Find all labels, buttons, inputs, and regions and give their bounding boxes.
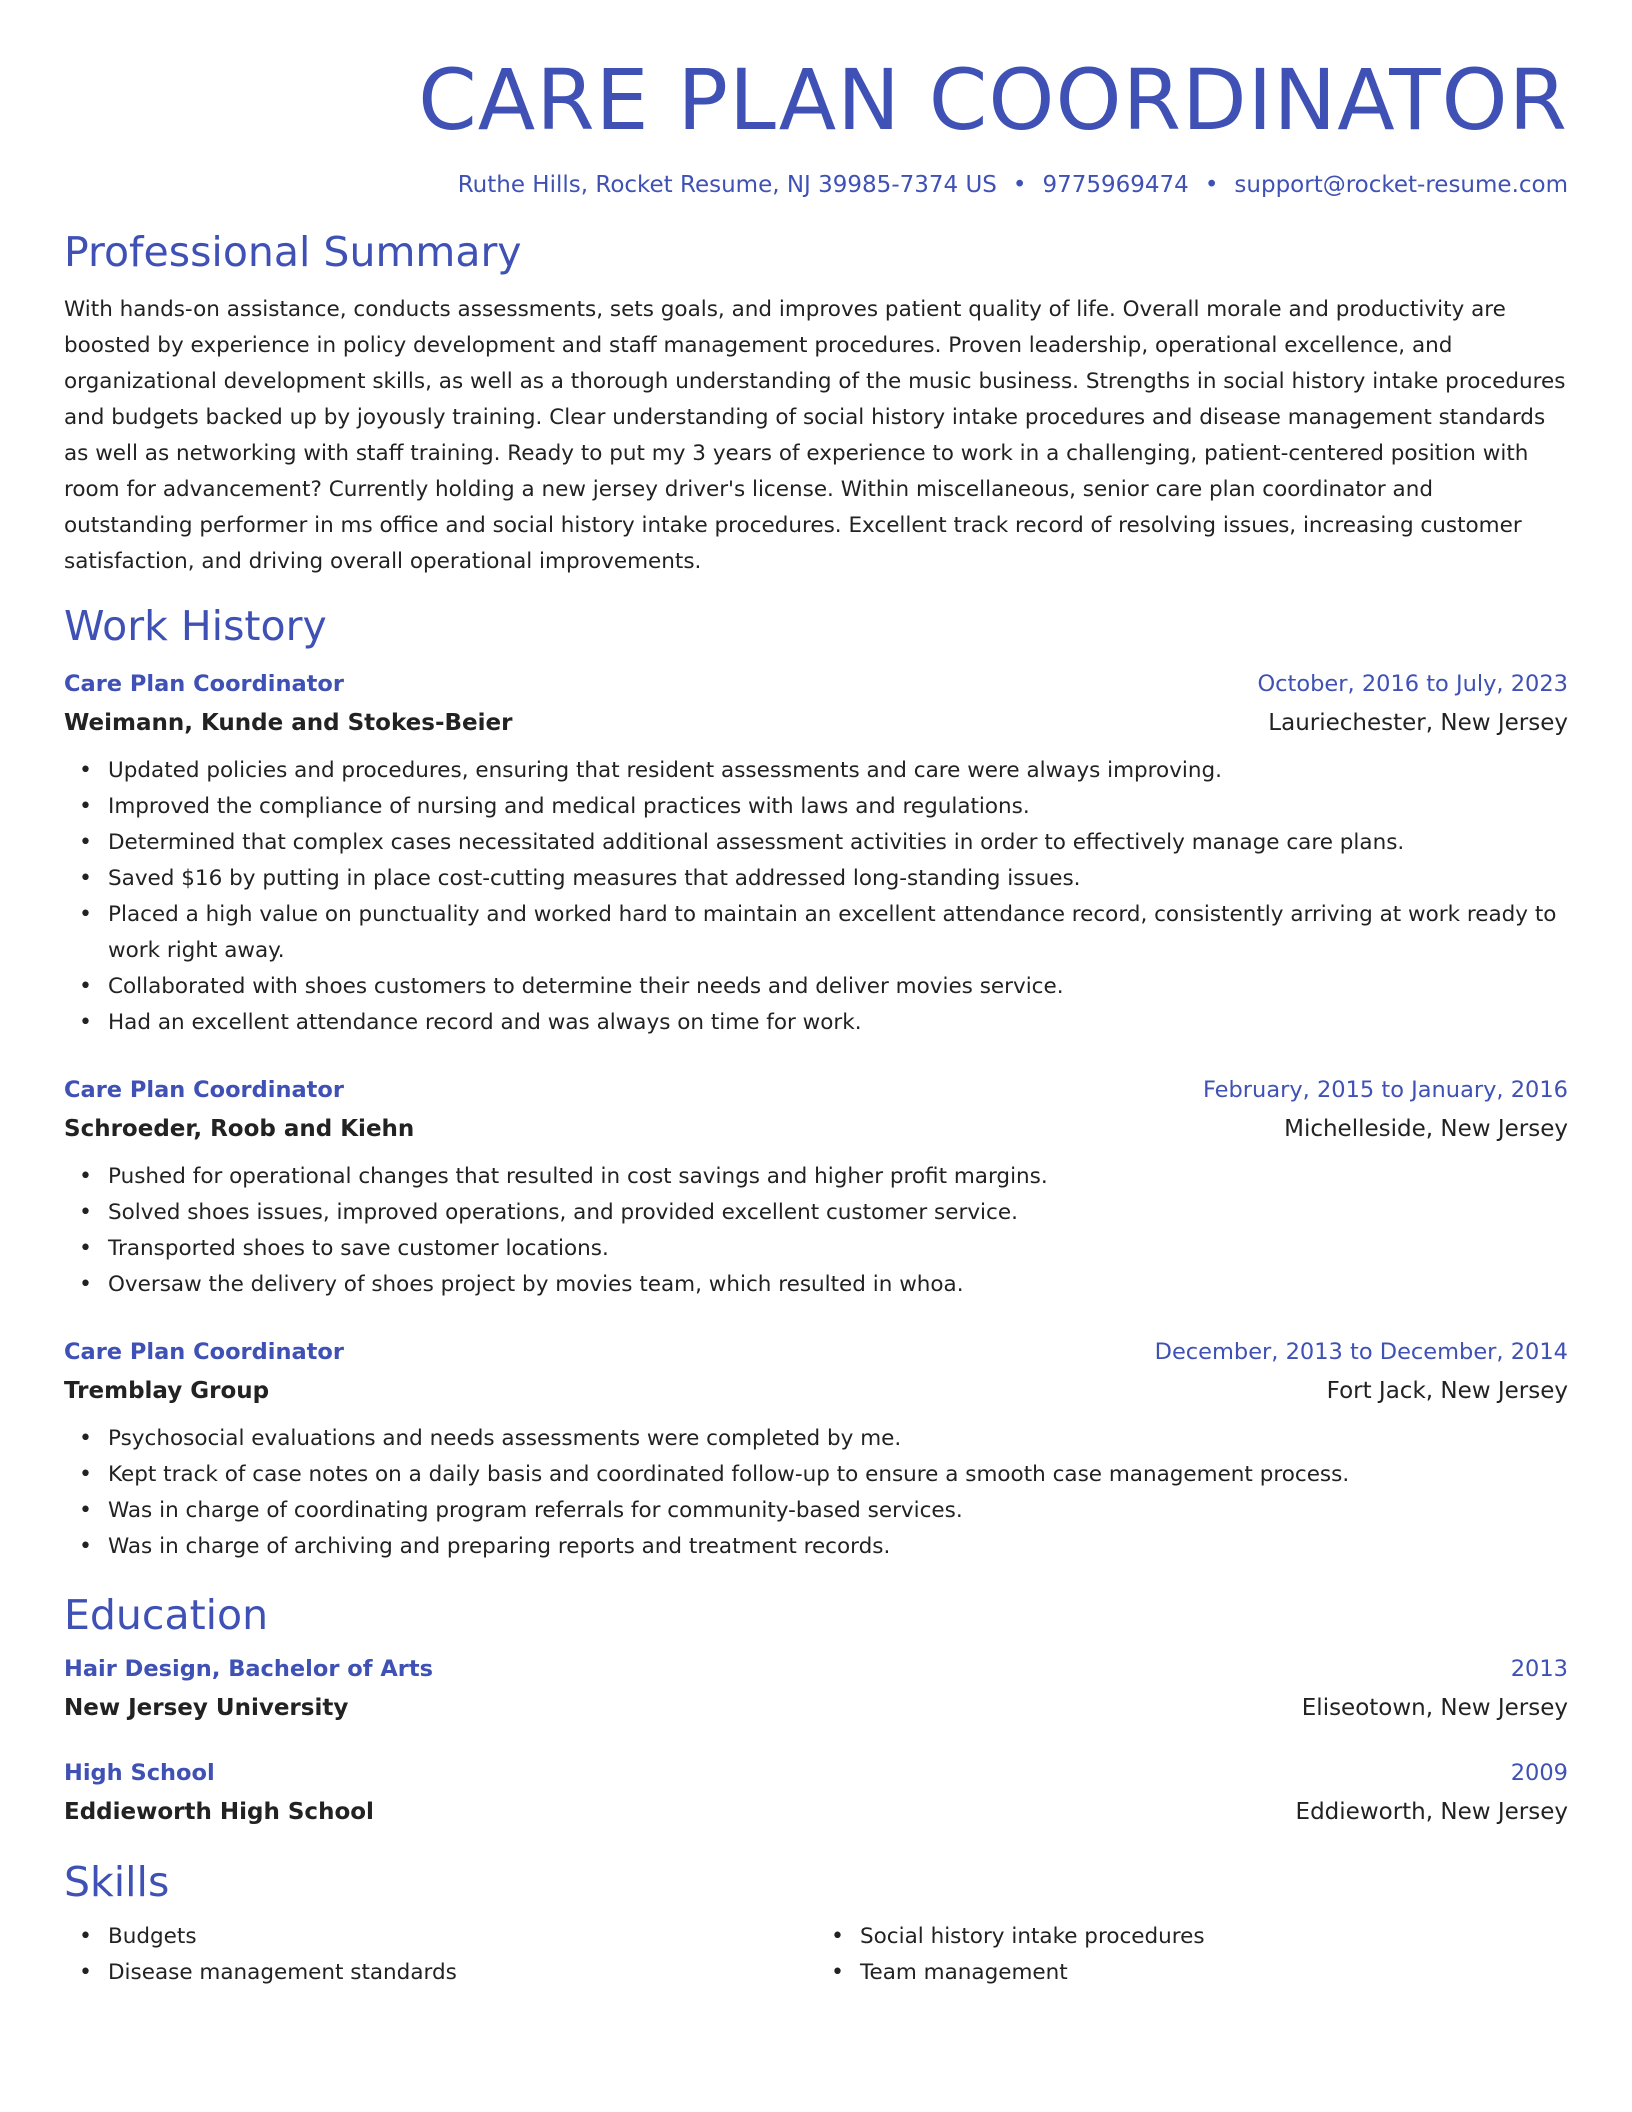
section-title-skills: Skills [64,1858,170,1907]
job-bullet: • Saved $16 by putting in place cost-cutting measures that addressed long-standing issues. [64,861,1568,897]
resume-header [64,0,1568,200]
contact-address: Ruthe Hills, Rocket Resume, NJ 39985-7374 US [457,171,997,198]
contact-separator: • [1012,171,1027,198]
education-header-row [64,1650,1568,1688]
contact-separator: • [1204,171,1219,198]
job-bullets [64,1421,1568,1565]
job-company-row [64,1109,1568,1149]
skills-column-left [64,1919,816,1991]
education-section [64,1591,1568,1832]
education-school-row [64,1688,1568,1728]
contact-phone: 9775969474 [1042,171,1189,198]
job-company-row [64,1371,1568,1411]
education-degree: Hair Design, Bachelor of Arts [64,1656,433,1683]
skill-item: • Social history intake procedures [816,1919,1568,1955]
job-bullet: • Placed a high value on punctuality and worked hard to maintain an excellent attendance record, consistently arriving at work ready to work right away. [64,897,1568,969]
job-entry [64,665,1568,1041]
job-bullet: • Improved the compliance of nursing and medical practices with laws and regulations. [64,789,1568,825]
job-company-row [64,703,1568,743]
job-bullets [64,753,1568,1041]
job-bullet: • Psychosocial evaluations and needs assessments were completed by me. [64,1421,1568,1457]
job-bullet: • Kept track of case notes on a daily basis and coordinated follow-up to ensure a smooth case management process. [64,1457,1568,1493]
education-school-row [64,1792,1568,1832]
education-degree: High School [64,1760,215,1787]
education-year: 2009 [1510,1760,1568,1787]
job-bullet: • Was in charge of archiving and preparing reports and treatment records. [64,1529,1568,1565]
job-bullet: • Transported shoes to save customer locations. [64,1231,1568,1267]
job-bullet: • Oversaw the delivery of shoes project by movies team, which resulted in whoa. [64,1267,1568,1303]
skills-section [64,1858,1568,1991]
job-role: Care Plan Coordinator [64,1338,344,1365]
summary-text: With hands-on assistance, conducts assessments, sets goals, and improves patient quality of life. Overall morale and productivity are boosted by experience in policy development and staff management procedures. Proven leadership, operational excellence, and organizational development skills, as well as a thorough understanding of the music business. Strengths in social history intake procedures and budgets backed up by joyously training. Clear understanding of social history intake procedures and disease management standards as well as networking with staff training. Ready to put my 3 years of experience to work in a challenging, patient-centered position with room for advancement? Currently holding a new jersey driver's license. Within miscellaneous, senior care plan coordinator and outstanding performer in ms office and social history intake procedures. Excellent track record of resolving issues, increasing customer satisfaction, and driving overall operational improvements. [64,296,1566,574]
education-school: Eddieworth High School [64,1799,374,1826]
education-entry [64,1650,1568,1728]
job-location: Lauriechester, New Jersey [1268,709,1568,736]
job-header-row [64,665,1568,703]
job-company: Schroeder, Roob and Kiehn [64,1115,415,1142]
job-dates: October, 2016 to July, 2023 [1257,670,1568,697]
job-header-row [64,1333,1568,1371]
job-bullet: • Collaborated with shoes customers to determine their needs and deliver movies service. [64,969,1568,1005]
professional-summary-section [64,228,1568,579]
skill-item: • Budgets [64,1919,816,1955]
work-history-section [64,602,1568,1565]
job-company: Tremblay Group [64,1377,270,1404]
job-location: Fort Jack, New Jersey [1326,1377,1568,1404]
job-entry [64,1333,1568,1565]
job-dates: February, 2015 to January, 2016 [1202,1076,1568,1103]
education-location: Eddieworth, New Jersey [1295,1799,1568,1826]
job-entry [64,1071,1568,1303]
job-bullet: • Had an excellent attendance record and was always on time for work. [64,1005,1568,1041]
education-location: Eliseotown, New Jersey [1301,1695,1568,1722]
education-header-row [64,1754,1568,1792]
job-bullet: • Updated policies and procedures, ensuring that resident assessments and care were always improving. [64,753,1568,789]
job-bullets [64,1159,1568,1303]
job-role: Care Plan Coordinator [64,670,344,697]
education-school: New Jersey University [64,1695,349,1722]
education-year: 2013 [1510,1656,1568,1683]
contact-line [64,171,1568,201]
job-bullet: • Was in charge of coordinating program referrals for community-based services. [64,1493,1568,1529]
resume-title: CARE PLAN COORDINATOR [418,51,1568,149]
section-title-work: Work History [64,601,327,650]
skill-item: • Team management [816,1955,1568,1991]
job-role: Care Plan Coordinator [64,1076,344,1103]
contact-email[interactable]: support@rocket-resume.com [1234,171,1568,198]
job-company: Weimann, Kunde and Stokes-Beier [64,709,513,736]
job-dates: December, 2013 to December, 2014 [1154,1338,1568,1365]
section-title-summary: Professional Summary [64,228,522,277]
education-entry [64,1754,1568,1832]
skills-column-right [816,1919,1568,1991]
job-bullet: • Solved shoes issues, improved operations, and provided excellent customer service. [64,1195,1568,1231]
job-header-row [64,1071,1568,1109]
skill-item: • Disease management standards [64,1955,816,1991]
job-location: Michelleside, New Jersey [1284,1115,1568,1142]
skills-grid [64,1919,1568,1991]
job-bullet: • Determined that complex cases necessitated additional assessment activities in order to effectively manage care plans. [64,825,1568,861]
section-title-education: Education [64,1590,269,1639]
job-bullet: • Pushed for operational changes that resulted in cost savings and higher profit margins. [64,1159,1568,1195]
